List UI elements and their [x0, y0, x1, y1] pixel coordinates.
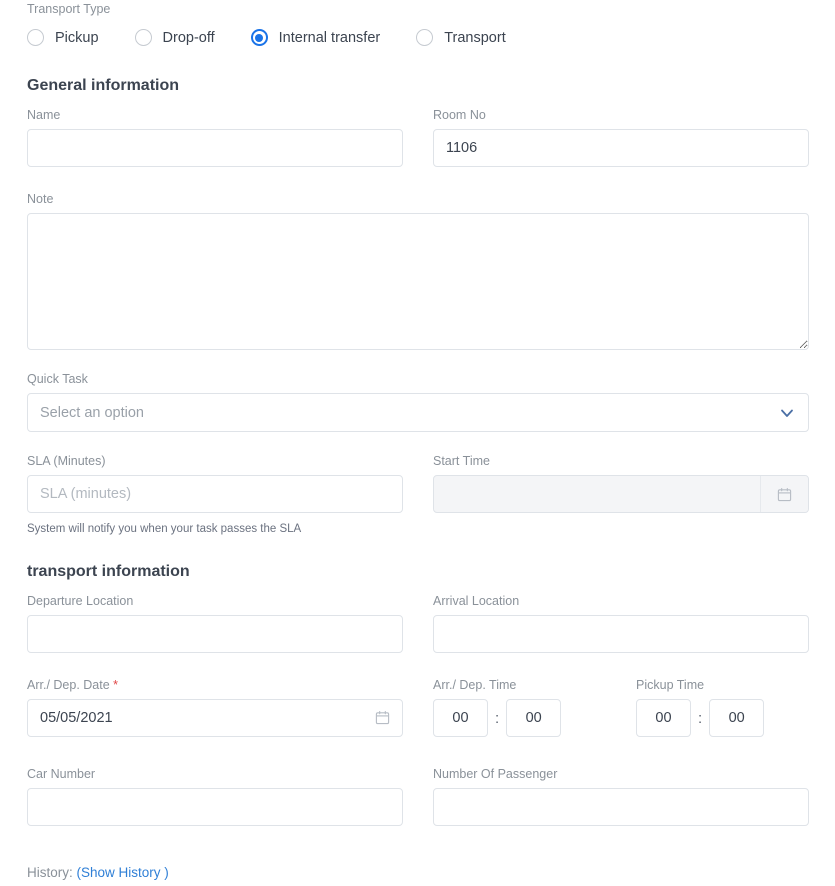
- radio-option-transport[interactable]: [416, 29, 506, 46]
- sla-label: SLA (Minutes): [27, 454, 106, 468]
- sla-helper-text: System will notify you when your task passes the SLA: [27, 523, 302, 535]
- arr-dep-time-label: Arr./ Dep. Time: [433, 678, 517, 692]
- chevron-down-icon: [779, 405, 795, 421]
- note-textarea[interactable]: [27, 213, 809, 350]
- number-of-passenger-label: Number Of Passenger: [433, 767, 558, 781]
- arr-dep-date-label: [27, 678, 403, 692]
- quick-task-select[interactable]: [27, 393, 809, 432]
- transport-information-heading: transport information: [27, 563, 190, 580]
- calendar-icon[interactable]: [375, 710, 391, 726]
- radio-circle-icon: [416, 29, 433, 46]
- start-time-label: Start Time: [433, 454, 490, 468]
- car-number-field-group: [27, 767, 403, 826]
- departure-location-input[interactable]: [27, 615, 403, 653]
- pickup-time-minutes-input[interactable]: [709, 699, 764, 737]
- radio-label: Pickup: [55, 29, 99, 46]
- arrival-location-input[interactable]: [433, 615, 809, 653]
- transport-type-label: Transport Type: [27, 2, 111, 16]
- radio-label: Internal transfer: [278, 29, 381, 46]
- arr-dep-date-input[interactable]: [27, 699, 403, 737]
- number-of-passenger-field-group: [433, 767, 809, 826]
- time-separator: :: [495, 709, 500, 727]
- pickup-time-field-group: [636, 678, 764, 737]
- arr-dep-time-minutes-input[interactable]: [506, 699, 561, 737]
- start-time-input[interactable]: [433, 475, 809, 513]
- required-marker: *: [113, 678, 119, 692]
- sla-field-group: [27, 454, 403, 536]
- note-field-group: [27, 192, 809, 355]
- note-label: Note: [27, 192, 54, 206]
- radio-option-internal-transfer[interactable]: [251, 29, 381, 46]
- history-row: [27, 865, 169, 880]
- arr-dep-date-label-text: Arr./ Dep. Date: [27, 678, 110, 692]
- room-no-label: Room No: [433, 108, 486, 122]
- radio-label: Transport: [444, 29, 506, 46]
- room-no-input[interactable]: [433, 129, 809, 167]
- room-no-field-group: [433, 108, 809, 167]
- arr-dep-time-field-group: [433, 678, 561, 737]
- name-field-group: [27, 108, 403, 167]
- arrival-location-label: Arrival Location: [433, 594, 520, 608]
- time-separator: :: [698, 709, 703, 727]
- quick-task-field-group: [27, 372, 809, 432]
- radio-circle-icon: [135, 29, 152, 46]
- radio-label: Drop-off: [162, 29, 215, 46]
- quick-task-label: Quick Task: [27, 372, 88, 386]
- departure-location-label: Departure Location: [27, 594, 134, 608]
- show-history-link[interactable]: (Show History ): [76, 865, 169, 880]
- arrival-location-field-group: [433, 594, 809, 653]
- arr-dep-date-field-group: [27, 678, 403, 737]
- calendar-icon[interactable]: [760, 476, 808, 512]
- car-number-input[interactable]: [27, 788, 403, 826]
- start-time-field-group: [433, 454, 809, 513]
- name-input[interactable]: [27, 129, 403, 167]
- sla-input[interactable]: [27, 475, 403, 513]
- radio-circle-selected-icon: [251, 29, 268, 46]
- history-label: History:: [27, 865, 73, 880]
- arr-dep-time-hours-input[interactable]: [433, 699, 488, 737]
- car-number-label: Car Number: [27, 767, 96, 781]
- radio-circle-icon: [27, 29, 44, 46]
- number-of-passenger-input[interactable]: [433, 788, 809, 826]
- radio-option-pickup[interactable]: [27, 29, 99, 46]
- name-label: Name: [27, 108, 61, 122]
- pickup-time-hours-input[interactable]: [636, 699, 691, 737]
- general-information-heading: General information: [27, 77, 180, 94]
- pickup-time-label: Pickup Time: [636, 678, 705, 692]
- radio-option-dropoff[interactable]: [135, 29, 215, 46]
- quick-task-placeholder: Select an option: [40, 404, 144, 421]
- departure-location-field-group: [27, 594, 403, 653]
- transport-type-radio-group[interactable]: [27, 29, 506, 46]
